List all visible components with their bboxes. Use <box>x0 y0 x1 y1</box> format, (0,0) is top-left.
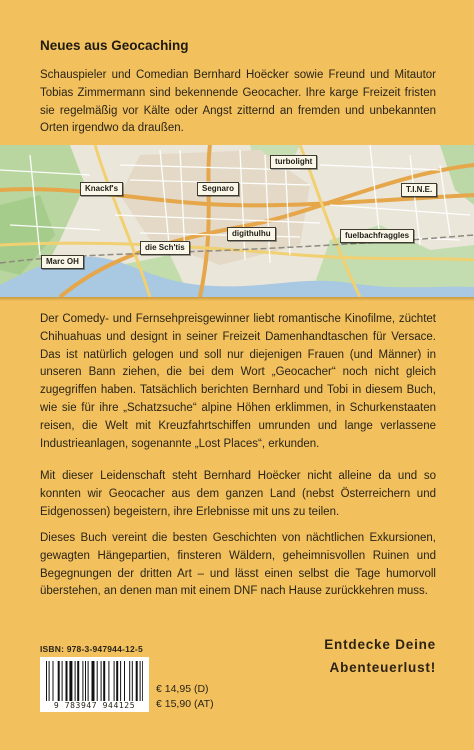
city-map-image <box>0 145 474 297</box>
map-label-die-schtis: die Sch'tis <box>140 241 190 255</box>
map-label-fuelbachfraggles: fuelbachfraggles <box>340 229 414 243</box>
map-shadow <box>0 297 474 301</box>
barcode-digits: 9 783947 944125 <box>53 701 136 710</box>
barcode-bars <box>46 661 143 701</box>
price-austria: € 15,90 (AT) <box>156 698 214 710</box>
map-graphic <box>0 145 474 297</box>
price-germany: € 14,95 (D) <box>156 683 209 695</box>
map-label-segnaro: Segnaro <box>197 182 239 196</box>
intro-paragraph: Schauspieler und Comedian Bernhard Hoëcker sowie Freund und Mitautor Tobias Zimmermann sind bekennende Geocacher. Ihre karge Freizeit fristen sie regelmäßig vor Kälte oder Angst zitternd an fremden und unbekannten Orten irgendwo da draußen. <box>40 69 436 135</box>
body-paragraph-3: Dieses Buch vereint die besten Geschichten von nächtlichen Exkursionen, gewagten Hängepartien, finsteren Wäldern, geheimnisvollen Ruinen und Begegnungen der dritten Art – und lässt einen selbst die Tage humorvoll überstehen, an denen man mit einem DNF nach Hause zurückkehren muss. <box>40 532 436 598</box>
map-label-knackfs: Knackf's <box>80 182 123 196</box>
slogan-line-2: Abenteuerlust! <box>329 660 436 675</box>
map-label-digithulhu: digithulhu <box>227 227 276 241</box>
map-label-tine: T.I.N.E. <box>401 183 437 197</box>
body-paragraph-1: Der Comedy- und Fernsehpreisgewinner liebt romantische Kinofilme, züchtet Chihuahuas und designt in seiner Freizeit Damenhandtaschen für Versace. Das ist natürlich gelogen und soll nur diejenigen Frauen (und Männer) in unseren Bann ziehen, die bei dem Wort „Geocacher“ noch nicht gleich zugegriffen haben. Tatsächlich berichten Bernhard und Tobi in diesem Buch, wie sie für ihre „Schatzsuche“ alpine Höhen erklimmen, in Schurkenstaaten reisen, die Welt mit Kreuzfahrtschiffen umrunden und lange verlassene Industrieanlagen, sogenannte „Lost Places“, erkunden. <box>40 313 436 450</box>
map-label-turbolight: turbolight <box>270 155 317 169</box>
map-label-marc-oh: Marc OH <box>41 255 84 269</box>
section-heading: Neues aus Geocaching <box>40 38 189 53</box>
barcode <box>40 657 149 712</box>
slogan-line-1: Entdecke Deine <box>324 637 436 652</box>
isbn-label: ISBN: 978-3-947944-12-5 <box>40 644 143 654</box>
body-paragraph-2: Mit dieser Leidenschaft steht Bernhard Hoëcker nicht alleine da und so konnten wir Geocacher aus dem ganzen Land (nebst Österreichern und Eidgenossen) begeistern, ihre Erlebnisse mit uns zu teilen. <box>40 470 436 518</box>
